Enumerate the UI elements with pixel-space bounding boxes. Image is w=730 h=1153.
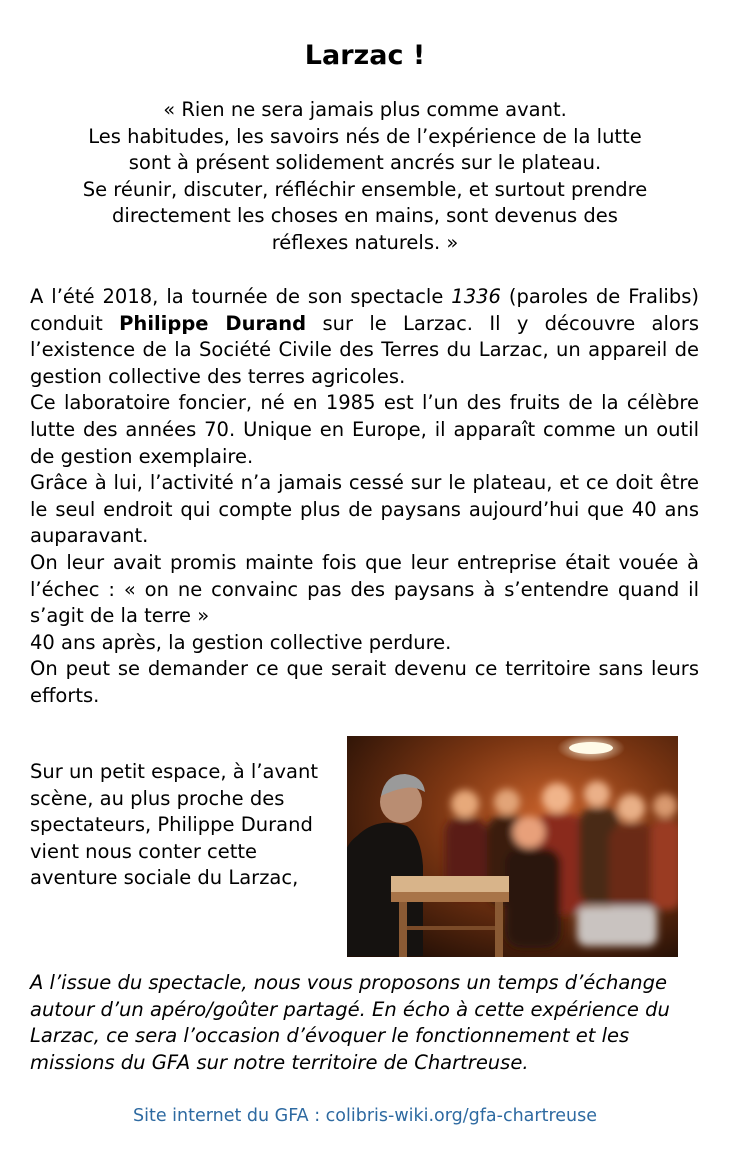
intro-text-span: (paroles de Fralibs) conduit	[30, 285, 699, 335]
quote-block	[30, 97, 700, 257]
intro-paragraph	[30, 284, 699, 390]
quote-line: « Rien ne sera jamais plus comme avant.	[163, 98, 567, 121]
performance-photo	[347, 736, 678, 957]
quote-line: sont à présent solidement ancrés sur le plateau.	[128, 151, 602, 175]
intro-text-span: A l’été 2018, la tournée de son spectacle	[30, 285, 452, 308]
intro-paragraph: Grâce à lui, l’activité n’a jamais cessé sur le plateau, et ce doit être le seul endroit qui compte plus de paysans aujourd’hui que 40 ans auparavant.	[30, 471, 699, 548]
intro-paragraph: Ce laboratoire foncier, né en 1985 est l’un des fruits de la célèbre lutte des années 70. Unique en Europe, il apparaît comme un outil de gestion exemplaire.	[30, 391, 699, 468]
page-title: Larzac !	[304, 40, 426, 71]
quote-line: Se réunir, discuter, réfléchir ensemble, et surtout prendre	[82, 177, 648, 201]
website-link[interactable]: Site internet du GFA : colibris-wiki.org/gfa-chartreuse	[132, 1106, 598, 1126]
intro-text-span: sur le Larzac. Il y découvre alors l’existence de la Société Civile des Terres du Larzac, un appareil de gestion collective des terres agricoles.	[30, 311, 699, 388]
show-title: 1336	[451, 285, 501, 308]
quote-line: Les habitudes, les savoirs nés de l’expérience de la lutte	[88, 124, 642, 148]
side-text: Sur un petit espace, à l’avant scène, au plus proche des spectateurs, Philippe Durand vient nous conter cette aventure sociale du Larzac,	[30, 760, 318, 890]
performer-name: Philippe Durand	[119, 311, 307, 335]
performance-photo-illustration	[347, 736, 678, 957]
intro-paragraph: On peut se demander ce que serait devenu ce territoire sans leurs efforts.	[30, 657, 699, 707]
quote-line: directement les choses en mains, sont devenus des	[112, 204, 618, 228]
intro-paragraph: On leur avait promis mainte fois que leur entreprise était vouée à l’échec : « on ne convainc pas des paysans à s’entendre quand il s’agit de la terre »	[30, 550, 699, 628]
intro-text	[30, 284, 699, 710]
closing-text: A l’issue du spectacle, nous vous proposons un temps d’échange autour d’un apéro/goûter partagé. En écho à cette expérience du Larzac, ce sera l’occasion d’évoquer le fonctionnement et les missions du GFA sur notre territoire de Chartreuse.	[30, 971, 670, 1074]
quote-line: réflexes naturels. »	[271, 230, 459, 254]
intro-paragraph: 40 ans après, la gestion collective perdure.	[30, 630, 452, 654]
